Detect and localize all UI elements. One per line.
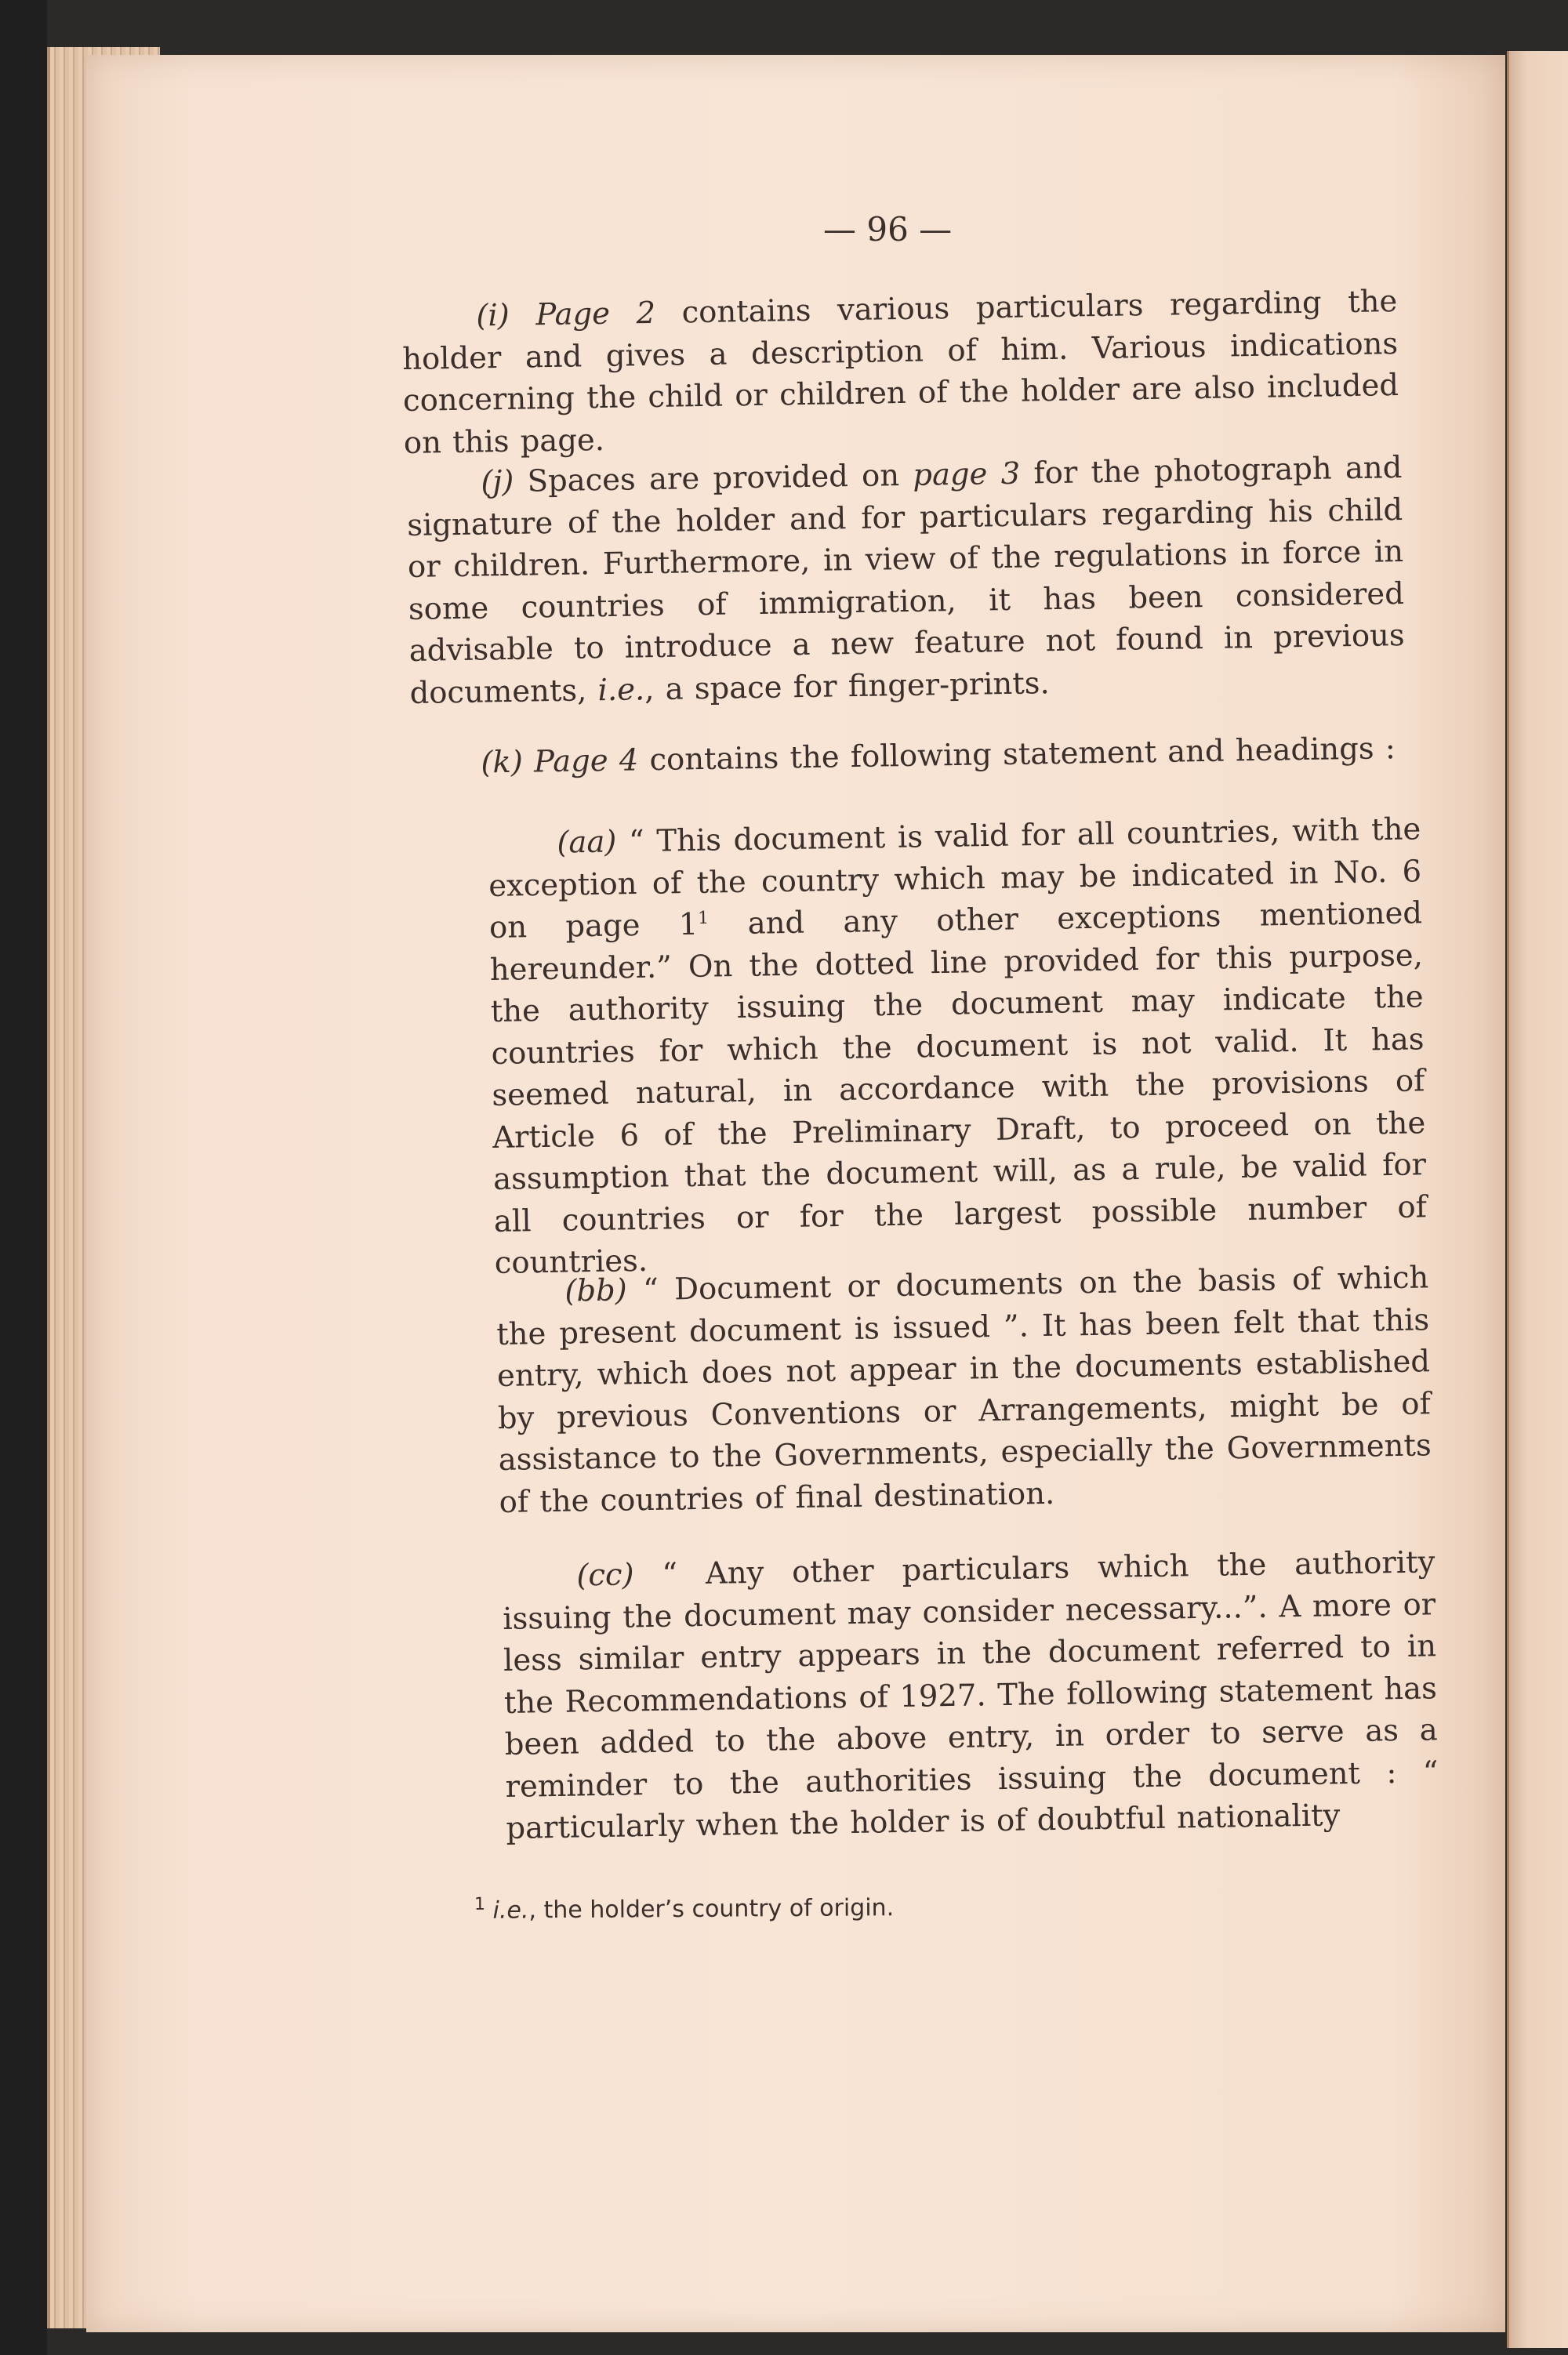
footnote-text: , the holder’s country of origin. [528,1894,895,1925]
paragraph-k-lead: Page 4 [533,742,639,780]
footnote-marker: 1 [698,908,710,928]
paragraph-j-text-c: , a space for finger-prints. [644,665,1051,707]
paragraph-i-text: contains various particulars regarding the holder and gives a description of him. Various indications concerning the child or children of the holder are also included on this page. [401,284,1399,461]
paragraph-i-lead: Page 2 [535,295,656,333]
paragraph-j-label: (j) [481,463,514,500]
paragraph-j-ie: i.e. [597,671,645,708]
paragraph-i [401,281,1399,464]
paragraph-aa [488,808,1428,1284]
background-edge [0,0,47,2355]
paragraph-j [406,447,1406,714]
paragraph-bb [495,1257,1432,1523]
paragraph-cc [502,1541,1439,1849]
footnote-ie: i.e. [492,1896,529,1925]
paragraph-bb-text: “ Document or documents on the basis of which the present document is issued ”. It has been felt that this entry, which does not appear in the documents established by previous Conventions or Arrangements, might be of assistance to the Governments, especially the Governments of the countries of final destination. [495,1260,1432,1520]
paragraph-k-text: contains the following statement and headings : [637,731,1396,778]
paragraph-j-text-b: for the photograph and signature of the holder and for particulars regarding his child or children. Furthermore, in view of the regulations in force in some countries of immigration, it has been considered advisable to introduce a new feature not found in previous documents, [406,450,1405,711]
paragraph-cc-text: “ Any other particulars which the authority issuing the document may consider necessary...”. A more or less similar entry appears in the document referred to in the Recommendations of 1927. The following statement has been added to the above entry, in order to serve as a reminder to the authorities issuing the document : “ particularly when the holder is of doubtful nationality [502,1544,1439,1846]
paragraph-aa-label: (aa) [557,824,617,861]
facing-page-edge [1507,51,1568,2348]
paragraph-cc-label: (cc) [576,1557,634,1594]
paragraph-i-label: (i) [476,297,510,334]
footnote [474,1894,894,1925]
paragraph-bb-label: (bb) [564,1272,628,1309]
paragraph-j-text-a: Spaces are provided on [514,457,913,499]
paragraph-k-label: (k) [481,744,524,781]
paragraph-j-lead: page 3 [912,455,1021,493]
paragraph-aa-text-b: and any other exceptions mentioned hereunder.” On the dotted line provided for this purpose, the authority issuing the document may indicate the countries for which the document is not valid. It has seemed natural, in accordance with the provisions of Article 6 of the Preliminary Draft, to proceed on the assumption that the document will, as a rule, be valid for all countries or for the largest possible number of countries. [489,895,1428,1281]
footnote-number: 1 [474,1894,486,1914]
page-number: — 96 — [823,210,953,249]
paragraph-aa-text-a: “ This document is valid for all countries, with the exception of the country which may be indicated in No. 6 on page 1 [488,811,1422,945]
